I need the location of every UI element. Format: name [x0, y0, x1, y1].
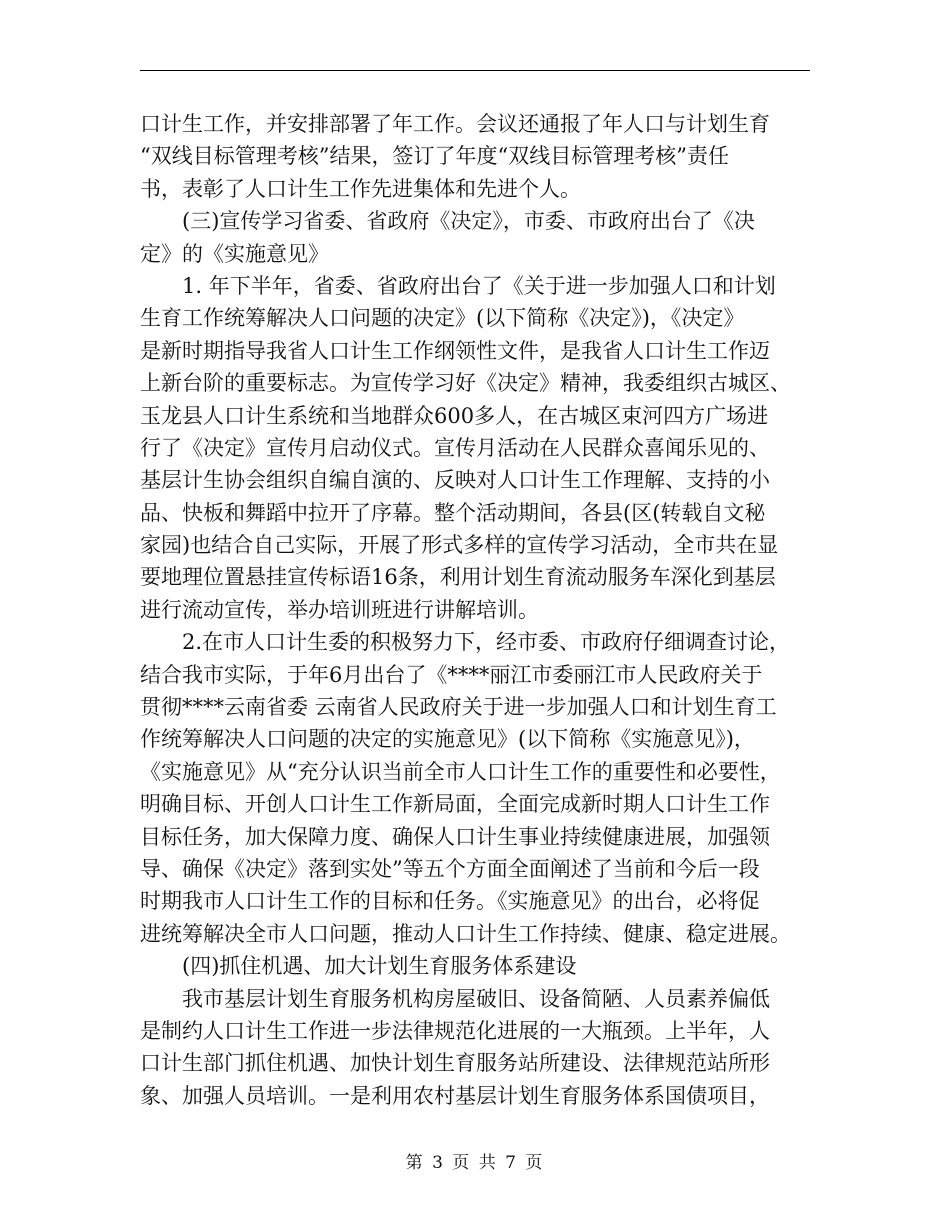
- text-line: 目标任务，加大保障力度、确保人口计生事业持续健康进展，加强领: [140, 824, 770, 849]
- body-text: [140, 108, 812, 1112]
- paragraph-start: 2.在市人口计生委的积极努力下，经市委、市政府仔细调查讨论，: [182, 630, 791, 655]
- text-line: 行了《决定》宣传月启动仪式。宣传月活动在人民群众喜闻乐见的、: [140, 435, 770, 460]
- text-line: 定》的《实施意见》: [140, 241, 329, 266]
- text-line: 上新台阶的重要标志。为宣传学习好《决定》精神，我委组织古城区、: [140, 371, 791, 396]
- page-footer: [0, 1148, 950, 1173]
- text-line: 象、加强人员培训。一是利用农村基层计划生育服务体系国债项目，: [140, 1083, 770, 1108]
- text-line: 家园)也结合自己实际，开展了形式多样的宣传学习活动，全市共在显: [140, 533, 779, 558]
- text-line: 口计生工作，并安排部署了年工作。会议还通报了年人口与计划生育: [140, 112, 770, 136]
- text-line: 结合我市实际，于年6月出台了《****丽江市委丽江市人民政府关于: [140, 662, 763, 687]
- header-rule: [140, 70, 810, 71]
- text-line: 作统筹解决人口问题的决定的实施意见》(以下简称《实施意见》)，: [140, 727, 755, 752]
- text-line: 玉龙县人口计生系统和当地群众600多人，在古城区束河四方广场进: [140, 403, 769, 428]
- text-line: “双线目标管理考核”结果，签订了年度“双线目标管理考核”责任: [140, 144, 729, 169]
- paragraph-start: 我市基层计划生育服务机构房屋破旧、设备简陋、人员素养偏低: [182, 986, 770, 1011]
- text-line: 品、快板和舞蹈中拉开了序幕。整个活动期间，各县(区(转载自文秘: [140, 500, 766, 525]
- paragraph-start: 1. 年下半年，省委、省政府出台了《关于进一步加强人口和计划: [182, 273, 776, 298]
- text-line: 进统筹解决全市人口问题，推动人口计生工作持续、健康、稳定进展。: [140, 921, 791, 946]
- text-line: 时期我市人口计生工作的目标和任务。《实施意见》的出台，必将促: [140, 889, 760, 914]
- page-number-label: 第 3 页 共 7 页: [405, 1153, 545, 1173]
- text-line: 书，表彰了人口计生工作先进集体和先进个人。: [140, 176, 581, 201]
- text-line: 导、确保《决定》落到实处”等五个方面全面阐述了当前和今后一段: [140, 856, 760, 881]
- text-line: 进行流动宣传，举办培训班进行讲解培训。: [140, 597, 539, 622]
- text-line: 是新时期指导我省人口计生工作纲领性文件，是我省人口计生工作迈: [140, 338, 770, 363]
- text-line: 基层计生协会组织自编自演的、反映对人口计生工作理解、支持的小: [140, 468, 770, 493]
- text-line: 明确目标、开创人口计生工作新局面，全面完成新时期人口计生工作: [140, 792, 770, 817]
- text-line: 生育工作统筹解决人口问题的决定》(以下简称《决定》)，《决定》: [140, 306, 745, 331]
- section-heading: (三)宣传学习省委、省政府《决定》，市委、市政府出台了《决: [182, 209, 755, 234]
- text-line: 贯彻****云南省委 云南省人民政府关于进一步加强人口和计划生育工: [140, 695, 777, 720]
- section-heading: (四)抓住机遇、加大计划生育服务体系建设: [182, 954, 577, 979]
- text-line: 《实施意见》从“充分认识当前全市人口计生工作的重要性和必要性，: [140, 759, 781, 784]
- text-line: 要地理位置悬挂宣传标语16条，利用计划生育流动服务车深化到基层: [140, 565, 776, 590]
- text-line: 口计生部门抓住机遇、加快计划生育服务站所建设、法律规范站所形: [140, 1051, 770, 1076]
- text-line: 是制约人口计生工作进一步法律规范化进展的一大瓶颈。上半年，人: [140, 1018, 770, 1043]
